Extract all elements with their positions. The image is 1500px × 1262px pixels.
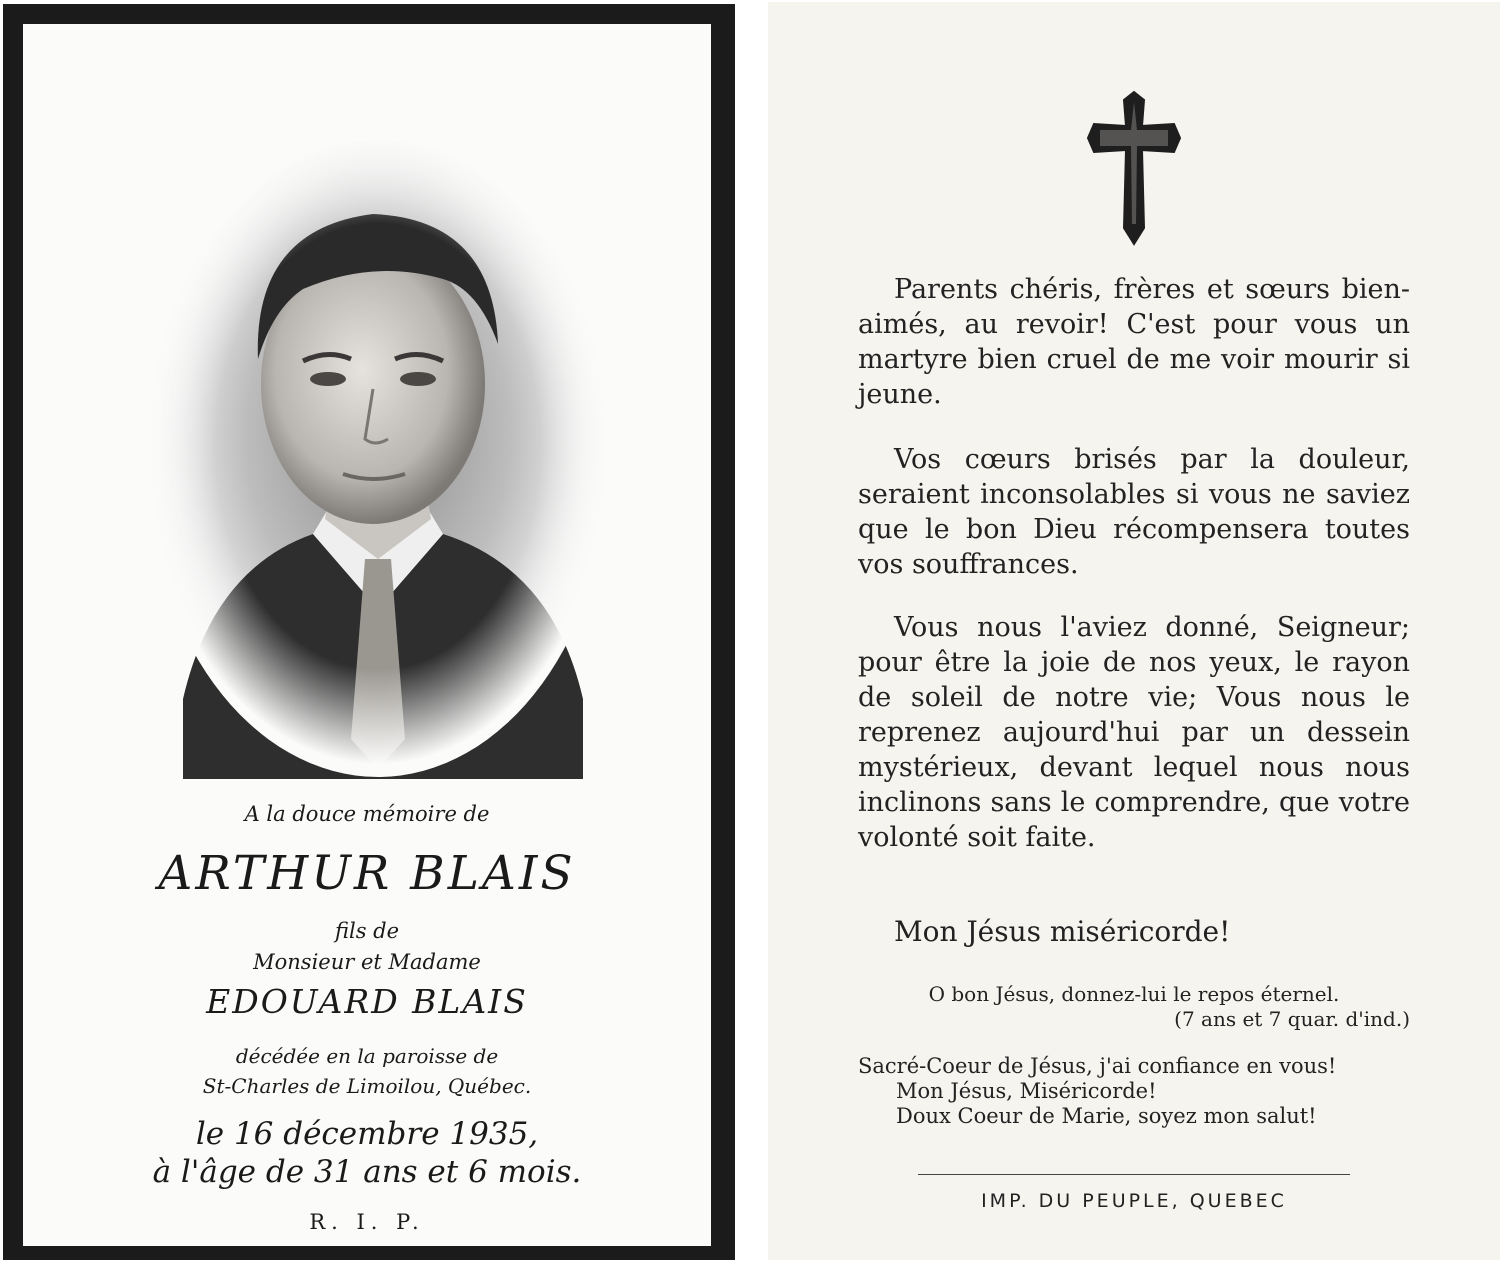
cross-icon bbox=[1084, 88, 1184, 248]
prayer-paragraph: Vous nous l'aviez donné, Seigneur; pour être la joie de nos yeux, le rayon de soleil de notre vie; Vous nous le reprenez aujourd'hui par un dessein mystérieux, devant lequel nous nous inclinons sans le comprendre, que votre volonté soit faite. bbox=[858, 612, 1410, 853]
jesus-mercy-prayer: Mon Jésus, Miséricorde! bbox=[896, 1079, 1157, 1103]
age-at-death: à l'âge de 31 ans et 6 mois. bbox=[152, 1154, 582, 1190]
rest-prayer-text: O bon Jésus, donnez-lui le repos éternel. bbox=[928, 982, 1340, 1006]
parish-name: St-Charles de Limoilou, Québec. bbox=[202, 1074, 532, 1098]
memorial-card-front bbox=[3, 4, 735, 1260]
mercy-invocation: Mon Jésus miséricorde! bbox=[894, 915, 1231, 948]
rest-prayer bbox=[858, 982, 1410, 1032]
indulgence-note: (7 ans et 7 quar. d'ind.) bbox=[1174, 1007, 1410, 1031]
sacred-heart-prayer: Sacré-Coeur de Jésus, j'ai confiance en vous! bbox=[858, 1054, 1337, 1078]
portrait-photo-icon bbox=[143, 139, 613, 779]
printer-imprint: IMP. DU PEUPLE, QUEBEC bbox=[981, 1190, 1287, 1212]
parents-label: Monsieur et Madame bbox=[253, 950, 481, 974]
memorial-card-back bbox=[768, 2, 1500, 1260]
divider-line bbox=[918, 1174, 1350, 1175]
death-date: le 16 décembre 1935, bbox=[195, 1116, 539, 1152]
heart-of-mary-prayer: Doux Coeur de Marie, soyez mon salut! bbox=[896, 1104, 1317, 1128]
consolation-paragraph: Vos cœurs brisés par la douleur, seraient inconsolables si vous ne saviez que le bon Dieu récompensera toutes vos souffrances. bbox=[858, 444, 1410, 580]
ejaculatory-prayers bbox=[858, 1054, 1410, 1129]
father-name: EDOUARD BLAIS bbox=[206, 982, 528, 1021]
memory-dedication: A la douce mémoire de bbox=[244, 802, 490, 826]
rip-text: R. I. P. bbox=[309, 1210, 425, 1234]
card-front-inner bbox=[23, 24, 711, 1246]
death-place-label: décédée en la paroisse de bbox=[235, 1044, 499, 1068]
farewell-paragraph: Parents chéris, frères et sœurs bien-aimés, au revoir! C'est pour vous un martyre bien cruel de me voir mourir si jeune. bbox=[858, 274, 1410, 410]
deceased-name: ARTHUR BLAIS bbox=[158, 846, 576, 901]
son-of-label: fils de bbox=[334, 919, 400, 943]
